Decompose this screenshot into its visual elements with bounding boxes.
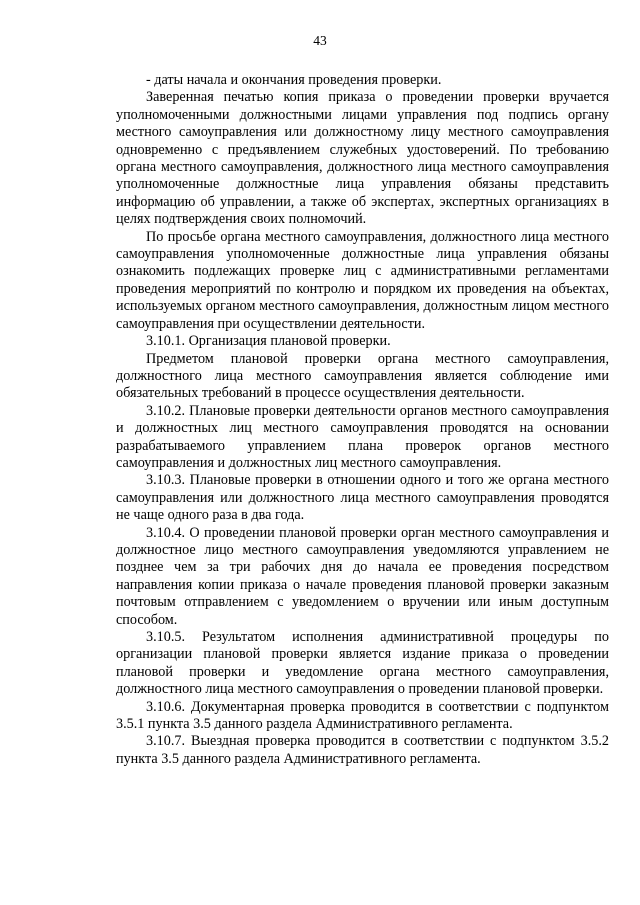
paragraph-order-copy-delivery: Заверенная печатью копия приказа о проведении проверки вручается уполномоченными должностными лицами управления под подпись органу местного самоуправления или должностному лицу местного самоуправления одновременно с предъявлением служебных удостоверений. По требованию органа местного самоуправления, должностного лица местного самоуправления уполномоченные должностные лица управления обязаны представить информацию об управлении, а также об экспертах, экспертных организациях в целях подтверждения своих полномочий.	[116, 89, 609, 228]
paragraph-familiarization-request: По просьбе органа местного самоуправления, должностного лица местного самоуправления уполномоченные должностные лица управления обязаны ознакомить подлежащих проверке лиц с административными регламентами проведения мероприятий по контролю и порядком их проведения на объектах, используемых органом местного самоуправления, должностным лицом местного самоуправления при осуществлении деятельности.	[116, 228, 609, 332]
paragraph-3-10-4: 3.10.4. О проведении плановой проверки орган местного самоуправления и должностное лицо местного самоуправления уведомляются управлением не позднее чем за три рабочих дня до начала ее проведения посредством направления копии приказа о начале проведения плановой проверки заказным почтовым отправлением с уведомлением о вручении или иным доступным способом.	[116, 524, 609, 628]
paragraph-3-10-7: 3.10.7. Выездная проверка проводится в соответствии с подпунктом 3.5.2 пункта 3.5 данного раздела Административного регламента.	[116, 733, 609, 767]
page-number: 43	[313, 33, 327, 48]
paragraph-3-10-5: 3.10.5. Результатом исполнения административной процедуры по организации плановой проверки является издание приказа о проведении плановой проверки и уведомление органа местного самоуправления, должностного лица местного самоуправления о проведении плановой проверки.	[116, 629, 609, 698]
paragraph-planned-inspection-subject: Предметом плановой проверки органа местного самоуправления, должностного лица местного самоуправления является соблюдение ими обязательных требований в процессе осуществления деятельности.	[116, 350, 609, 402]
paragraph-3-10-6: 3.10.6. Документарная проверка проводится в соответствии с подпунктом 3.5.1 пункта 3.5 данного раздела Административного регламента.	[116, 698, 609, 733]
paragraph-3-10-1: 3.10.1. Организация плановой проверки.	[146, 333, 391, 350]
paragraph-inspection-dates: - даты начала и окончания проведения проверки.	[146, 72, 442, 88]
paragraph-3-10-3: 3.10.3. Плановые проверки в отношении одного и того же органа местного самоуправления или должностного лица местного самоуправления проводятся не чаще одного раза в два года.	[116, 472, 609, 524]
document-body	[116, 72, 609, 768]
paragraph-3-10-2: 3.10.2. Плановые проверки деятельности органов местного самоуправления и должностных лиц местного самоуправления проводятся на основании разрабатываемого управлением плана проверок органов местного самоуправления и должностных лиц местного самоуправления.	[116, 402, 609, 471]
